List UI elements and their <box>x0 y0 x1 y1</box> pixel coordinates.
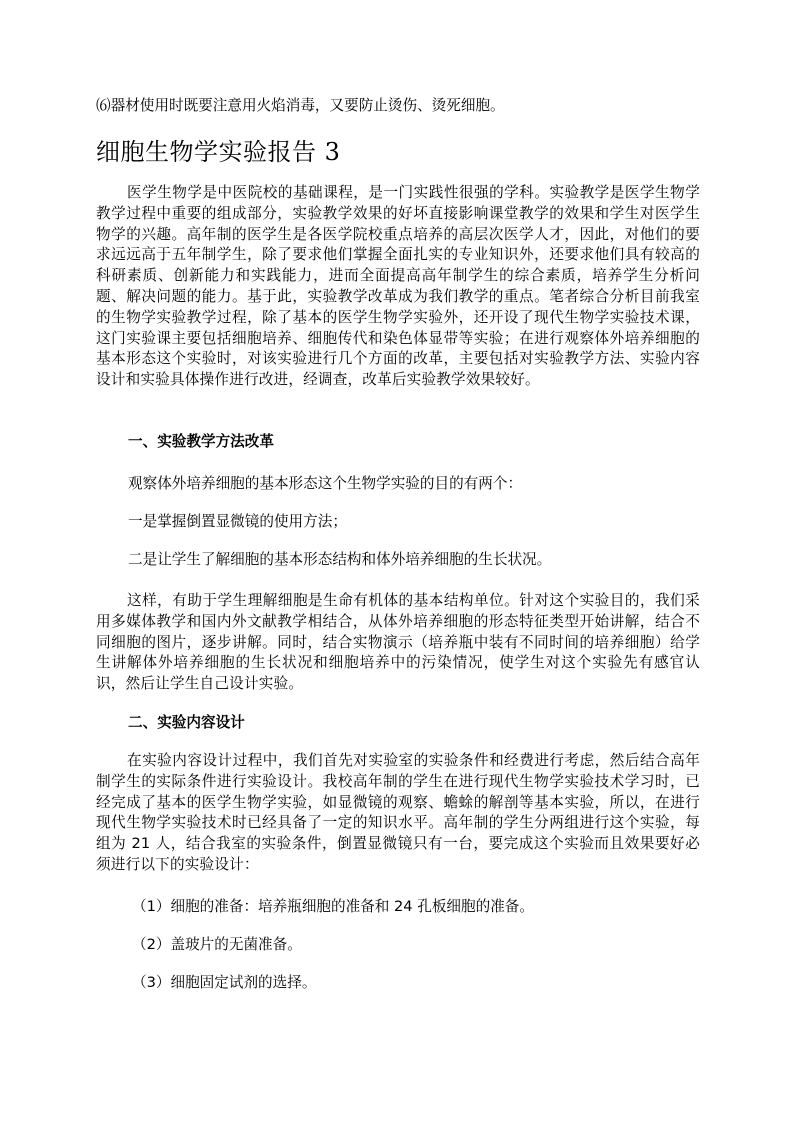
section1-line-second-goal: 二是让学生了解细胞的基本形态结构和体外培养细胞的生长状况。 <box>128 551 552 568</box>
section1-line-purpose: 观察体外培养细胞的基本形态这个生物学实验的目的有两个： <box>128 475 523 492</box>
previous-step-line: ⑹器材使用时既要注意用火焰消毒，又要防止烫伤、烫死细胞。 <box>96 97 505 114</box>
section1-paragraph: 这样，有助于学生理解细胞是生命有机体的基本结构单位。针对这个实验目的，我们采用多媒体教学和国内外文献教学相结合，从体外培养细胞的形态特征类型开始讲解，结合不同细胞的图片，逐步讲解。同时，结合实物演示（培养瓶中装有不同时间的培养细胞）给学生讲解体外培养细胞的生长状况和细胞培养中的污染情况，使学生对这个实验先有感官认识，然后让学生自己设计实验。 <box>96 592 700 693</box>
section-heading-teaching-method: 一、实验教学方法改革 <box>128 433 274 450</box>
list-item-fixative-selection: （3）细胞固定试剂的选择。 <box>132 974 317 991</box>
section1-line-first-goal: 一是掌握倒置显微镜的使用方法； <box>128 513 347 530</box>
section2-paragraph: 在实验内容设计过程中，我们首先对实验室的实验条件和经费进行考虑，然后结合高年制学生的实际条件进行实验设计。我校高年制的学生在进行现代生物学实验技术学习时，已经完成了基本的医学生物学实验，如显微镜的观察、蟾蜍的解剖等基本实验，所以，在进行现代生物学实验技术时已经具备了一定的知识水平。高年制的学生分两组进行这个实验，每组为 21 人，结合我室的实验条件，倒置显微镜只有一台，要完成这个实验而且效果要好必须进行以下的实验设计： <box>96 752 700 873</box>
list-item-cell-preparation: （1）细胞的准备：培养瓶细胞的准备和 24 孔板细胞的准备。 <box>132 898 534 915</box>
intro-paragraph: 医学生物学是中医院校的基础课程，是一门实践性很强的学科。实验教学是医学生物学教学过程中重要的组成部分，实验教学效果的好坏直接影响课堂教学的效果和学生对医学生物学的兴趣。高年制的医学生是各医学院校重点培养的高层次医学人才，因此，对他们的要求远远高于五年制学生，除了要求他们掌握全面扎实的专业知识外，还要求他们具有较高的科研素质、创新能力和实践能力，进而全面提高高年制学生的综合素质，培养学生分析问题、解决问题的能力。基于此，实验教学改革成为我们教学的重点。笔者综合分析目前我室的生物学实验教学过程，除了基本的医学生物学实验外，还开设了现代生物学实验技术课，这门实验课主要包括细胞培养、细胞传代和染色体显带等实验；在进行观察体外培养细胞的基本形态这个实验时，对该实验进行几个方面的改革，主要包括对实验教学方法、实验内容设计和实验具体操作进行改进，经调查，改革后实验教学效果较好。 <box>96 184 700 389</box>
section-heading-content-design: 二、实验内容设计 <box>128 714 245 731</box>
list-item-coverslip-preparation: （2）盖玻片的无菌准备。 <box>132 936 302 953</box>
page-title: 细胞生物学实验报告 3 <box>96 138 341 166</box>
